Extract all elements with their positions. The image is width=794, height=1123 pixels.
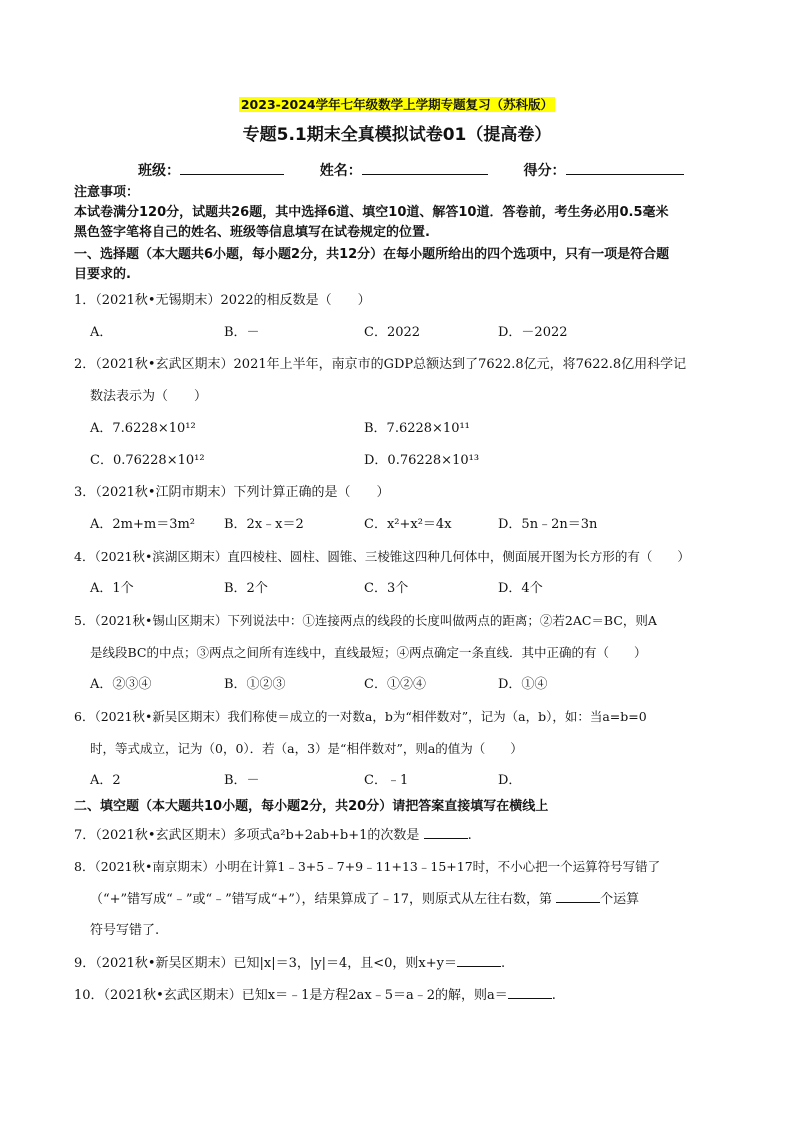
question-7 <box>74 826 472 845</box>
q10-answer-blank[interactable] <box>508 986 552 999</box>
q9-text: 9．（2021秋•新吴区期末）已知|x|＝3，|y|＝4，且<0，则x+y＝ <box>74 956 457 971</box>
section1-heading-1: 一、选择题（本大题共6小题，每小题2分，共12分）在每小题所给出的四个选项中，只有一项是符合题 <box>74 247 670 262</box>
notice-heading: 注意事项： <box>74 185 140 200</box>
q5-option-a: A．②③④ <box>90 677 152 692</box>
q1-option-c: C．2022 <box>364 325 421 340</box>
q2-option-c: C．0.76228×10¹² <box>90 453 205 468</box>
header-highlight-line <box>0 96 794 115</box>
question-5-stem-1: 5．（2021秋•锡山区期末）下列说法中：①连接两点的线段的长度叫做两点的距离；②若2AC＝BC，则A <box>74 613 657 628</box>
q6-option-d: D． <box>498 773 522 788</box>
q8-text: （“+”错写成“﹣”或“﹣”错写成“+”），结果算成了﹣17，则原式从左往右数，第 <box>90 892 552 907</box>
question-9 <box>74 954 505 973</box>
class-blank[interactable] <box>180 160 284 175</box>
q9-end: . <box>501 956 506 971</box>
question-8-line-3: 符号写错了. <box>90 923 160 938</box>
q1-option-a: A． <box>90 325 113 340</box>
q2-option-b: B．7.6228×10¹¹ <box>364 421 470 436</box>
question-3-stem: 3．（2021秋•江阴市期末）下列计算正确的是（ ） <box>74 485 390 500</box>
question-5-stem-2: 是线段BC的中点；③两点之间所有连线中，直线最短；④两点确定一条直线．其中正确的有（ ） <box>90 645 647 660</box>
q3-option-b: B．2x﹣x＝2 <box>224 517 304 532</box>
q6-option-b: B．－ <box>224 773 260 788</box>
notice-line-1: 本试卷满分120分，试题共26题，其中选择6道、填空10道、解答10道．答卷前，考生务必用0.5毫米 <box>74 205 669 220</box>
score-label: 得分： <box>523 163 566 179</box>
q5-option-d: D．①④ <box>498 677 548 692</box>
q8-text-end: 个运算 <box>600 892 640 907</box>
question-8-line-2 <box>90 890 639 909</box>
question-1-stem: 1．（2021秋•无锡期末）2022的相反数是（ ） <box>74 293 371 308</box>
q2-option-a: A．7.6228×10¹² <box>90 421 196 436</box>
question-4-stem: 4．（2021秋•滨湖区期末）直四棱柱、圆柱、圆锥、三棱锥这四种几何体中，侧面展开图为长方形的有（ ） <box>74 549 690 564</box>
q8-answer-blank[interactable] <box>556 890 600 903</box>
q7-text: 7．（2021秋•玄武区期末）多项式a²b+2ab+b+1的次数是 <box>74 828 420 843</box>
q3-option-a: A．2m+m＝3m² <box>90 517 196 532</box>
q7-answer-blank[interactable] <box>424 826 468 839</box>
question-2-stem-2: 数法表示为（ ） <box>90 389 208 404</box>
name-blank[interactable] <box>362 160 488 175</box>
question-8-line-1: 8．（2021秋•南京期末）小明在计算1﹣3+5﹣7+9﹣11+13﹣15+17时，不小心把一个运算符号写错了 <box>74 859 661 874</box>
section2-heading: 二、填空题（本大题共10小题，每小题2分，共20分）请把答案直接填写在横线上 <box>74 799 549 814</box>
q9-answer-blank[interactable] <box>457 954 501 967</box>
q1-option-b: B．－ <box>224 325 260 340</box>
student-info-row <box>138 160 684 180</box>
name-label: 姓名： <box>319 163 362 179</box>
notice-line-2: 黑色签字笔将自己的姓名、班级等信息填写在试卷规定的位置. <box>74 225 430 240</box>
question-6-stem-1: 6．（2021秋•新吴区期末）我们称使＝成立的一对数a，b为“相伴数对”，记为（a，b），如：当a=b=0 <box>74 709 647 724</box>
q10-end: . <box>551 988 556 1003</box>
q3-option-c: C．x²+x²＝4x <box>364 517 452 532</box>
paper-title: 专题5.1期末全真模拟试卷01（提高卷） <box>242 125 552 145</box>
class-label: 班级： <box>138 163 180 179</box>
q7-end: . <box>467 828 472 843</box>
question-10 <box>74 986 556 1005</box>
q10-text: 10．（2021秋•玄武区期末）已知x＝﹣1是方程2ax﹣5＝a﹣2的解，则a＝ <box>74 988 508 1003</box>
score-blank[interactable] <box>566 160 684 175</box>
q4-option-c: C．3个 <box>364 581 409 596</box>
q4-option-b: B．2个 <box>224 581 268 596</box>
q1-option-d: D．－2022 <box>498 325 568 340</box>
question-2-stem-1: 2．（2021秋•玄武区期末）2021年上半年，南京市的GDP总额达到了7622.8亿元，将7622.8亿用科学记 <box>74 357 687 372</box>
q2-option-d: D．0.76228×10¹³ <box>364 453 480 468</box>
series-title: 2023-2024学年七年级数学上学期专题复习（苏科版） <box>240 97 554 112</box>
q6-option-c: C．﹣1 <box>364 773 409 788</box>
q4-option-d: D．4个 <box>498 581 543 596</box>
section1-heading-2: 目要求的. <box>74 267 131 282</box>
q3-option-d: D．5n﹣2n＝3n <box>498 517 598 532</box>
q5-option-c: C．①②④ <box>364 677 426 692</box>
q6-option-a: A．2 <box>90 773 121 788</box>
question-6-stem-2: 时，等式成立，记为（0，0）．若（a，3）是“相伴数对”，则a的值为（ ） <box>90 741 523 756</box>
q4-option-a: A．1个 <box>90 581 134 596</box>
q5-option-b: B．①②③ <box>224 677 286 692</box>
